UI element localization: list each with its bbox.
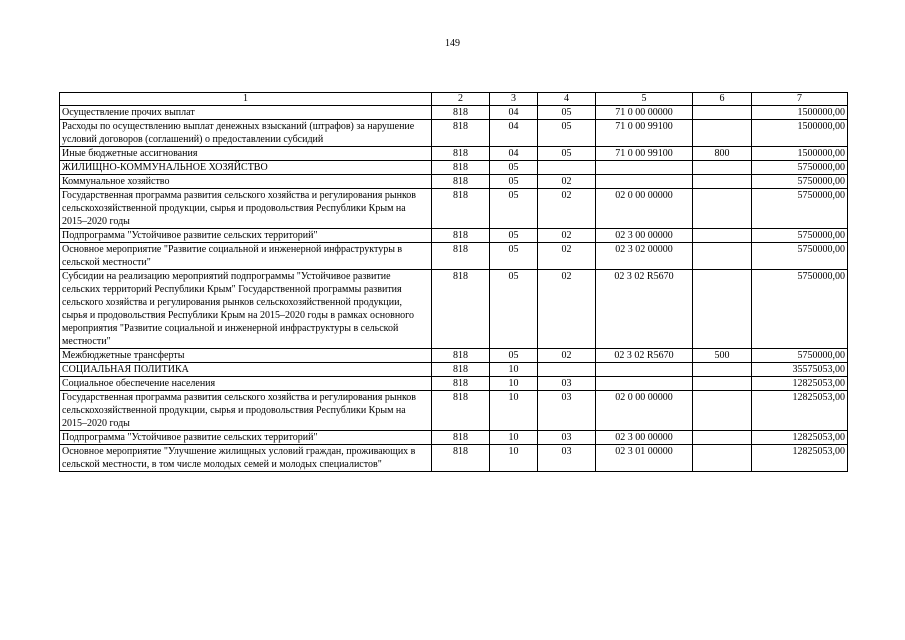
target-article-cell — [596, 175, 693, 189]
amount-cell: 5750000,00 — [752, 270, 848, 349]
column-header: 1 — [60, 93, 432, 106]
grbs-code-cell: 818 — [432, 147, 490, 161]
subsection-code-cell: 03 — [538, 377, 596, 391]
section-code-cell: 05 — [490, 175, 538, 189]
subsection-code-cell: 02 — [538, 270, 596, 349]
grbs-code-cell: 818 — [432, 175, 490, 189]
target-article-cell — [596, 377, 693, 391]
column-header: 7 — [752, 93, 848, 106]
column-header: 6 — [693, 93, 752, 106]
table-row — [60, 391, 848, 431]
section-code-cell: 05 — [490, 243, 538, 270]
grbs-code-cell: 818 — [432, 229, 490, 243]
subsection-code-cell — [538, 363, 596, 377]
amount-cell: 35575053,00 — [752, 363, 848, 377]
expense-type-cell: 500 — [693, 349, 752, 363]
subsection-code-cell: 02 — [538, 175, 596, 189]
target-article-cell: 02 3 02 00000 — [596, 243, 693, 270]
target-article-cell: 71 0 00 00000 — [596, 106, 693, 120]
table-row — [60, 147, 848, 161]
table-row — [60, 243, 848, 270]
amount-cell: 1500000,00 — [752, 147, 848, 161]
table-row — [60, 120, 848, 147]
row-name-cell: Государственная программа развития сельского хозяйства и регулирования рынков сельскохозяйственной продукции, сырья и продовольствия Республики Крым на 2015–2020 годы — [60, 391, 432, 431]
grbs-code-cell: 818 — [432, 161, 490, 175]
column-header: 5 — [596, 93, 693, 106]
grbs-code-cell: 818 — [432, 363, 490, 377]
budget-table — [59, 92, 848, 472]
target-article-cell: 71 0 00 99100 — [596, 120, 693, 147]
amount-cell: 5750000,00 — [752, 243, 848, 270]
row-name-cell: Осуществление прочих выплат — [60, 106, 432, 120]
amount-cell: 12825053,00 — [752, 391, 848, 431]
expense-type-cell — [693, 175, 752, 189]
row-name-cell: Межбюджетные трансферты — [60, 349, 432, 363]
expense-type-cell — [693, 229, 752, 243]
amount-cell: 5750000,00 — [752, 189, 848, 229]
section-code-cell: 10 — [490, 377, 538, 391]
expense-type-cell — [693, 189, 752, 229]
subsection-code-cell: 03 — [538, 391, 596, 431]
section-code-cell: 05 — [490, 189, 538, 229]
amount-cell: 12825053,00 — [752, 431, 848, 445]
grbs-code-cell: 818 — [432, 189, 490, 229]
section-code-cell: 10 — [490, 363, 538, 377]
subsection-code-cell: 05 — [538, 147, 596, 161]
section-code-cell: 10 — [490, 431, 538, 445]
table-row — [60, 161, 848, 175]
expense-type-cell — [693, 363, 752, 377]
expense-type-cell — [693, 391, 752, 431]
amount-cell: 5750000,00 — [752, 349, 848, 363]
target-article-cell: 02 3 02 R5670 — [596, 270, 693, 349]
grbs-code-cell: 818 — [432, 445, 490, 472]
grbs-code-cell: 818 — [432, 431, 490, 445]
table-row — [60, 270, 848, 349]
target-article-cell: 02 0 00 00000 — [596, 189, 693, 229]
subsection-code-cell — [538, 161, 596, 175]
grbs-code-cell: 818 — [432, 270, 490, 349]
table-row — [60, 229, 848, 243]
expense-type-cell — [693, 161, 752, 175]
expense-type-cell — [693, 377, 752, 391]
table-row — [60, 106, 848, 120]
row-name-cell: Иные бюджетные ассигнования — [60, 147, 432, 161]
table-row — [60, 363, 848, 377]
subsection-code-cell: 03 — [538, 431, 596, 445]
expense-type-cell — [693, 431, 752, 445]
grbs-code-cell: 818 — [432, 120, 490, 147]
header-row — [60, 93, 848, 106]
column-header: 4 — [538, 93, 596, 106]
amount-cell: 5750000,00 — [752, 175, 848, 189]
section-code-cell: 05 — [490, 229, 538, 243]
grbs-code-cell: 818 — [432, 349, 490, 363]
expense-type-cell — [693, 445, 752, 472]
target-article-cell: 71 0 00 99100 — [596, 147, 693, 161]
section-code-cell: 05 — [490, 161, 538, 175]
target-article-cell: 02 3 02 R5670 — [596, 349, 693, 363]
expense-type-cell: 800 — [693, 147, 752, 161]
grbs-code-cell: 818 — [432, 243, 490, 270]
expense-type-cell — [693, 270, 752, 349]
amount-cell: 5750000,00 — [752, 229, 848, 243]
section-code-cell: 05 — [490, 349, 538, 363]
table-row — [60, 189, 848, 229]
row-name-cell: Государственная программа развития сельского хозяйства и регулирования рынков сельскохозяйственной продукции, сырья и продовольствия Республики Крым на 2015–2020 годы — [60, 189, 432, 229]
target-article-cell: 02 3 00 00000 — [596, 431, 693, 445]
target-article-cell — [596, 161, 693, 175]
section-code-cell: 05 — [490, 270, 538, 349]
row-name-cell: ЖИЛИЩНО-КОММУНАЛЬНОЕ ХОЗЯЙСТВО — [60, 161, 432, 175]
subsection-code-cell: 02 — [538, 349, 596, 363]
amount-cell: 1500000,00 — [752, 120, 848, 147]
expense-type-cell — [693, 120, 752, 147]
row-name-cell: Субсидии на реализацию мероприятий подпрограммы "Устойчивое развитие сельских территорий Республики Крым" Государственной программы развития сельского хозяйства и регулирования рынков сельскохозяйственной продукции, сырья и продовольствия Республики Крым на 2015–2020 годы в рамках основного мероприятия "Развитие социальной и инженерной инфраструктуры в сельской местности" — [60, 270, 432, 349]
expense-type-cell — [693, 106, 752, 120]
row-name-cell: Подпрограмма "Устойчивое развитие сельских территорий" — [60, 431, 432, 445]
column-header: 2 — [432, 93, 490, 106]
grbs-code-cell: 818 — [432, 377, 490, 391]
table-row — [60, 175, 848, 189]
target-article-cell: 02 3 01 00000 — [596, 445, 693, 472]
section-code-cell: 10 — [490, 391, 538, 431]
table-row — [60, 431, 848, 445]
section-code-cell: 10 — [490, 445, 538, 472]
section-code-cell: 04 — [490, 106, 538, 120]
amount-cell: 1500000,00 — [752, 106, 848, 120]
row-name-cell: Основное мероприятие "Улучшение жилищных условий граждан, проживающих в сельской местности, в том числе молодых семей и молодых специалистов" — [60, 445, 432, 472]
row-name-cell: Коммунальное хозяйство — [60, 175, 432, 189]
grbs-code-cell: 818 — [432, 391, 490, 431]
amount-cell: 12825053,00 — [752, 377, 848, 391]
row-name-cell: Подпрограмма "Устойчивое развитие сельских территорий" — [60, 229, 432, 243]
table-row — [60, 445, 848, 472]
page-number: 149 — [445, 38, 460, 49]
subsection-code-cell: 05 — [538, 120, 596, 147]
column-header: 3 — [490, 93, 538, 106]
amount-cell: 12825053,00 — [752, 445, 848, 472]
table-row — [60, 349, 848, 363]
section-code-cell: 04 — [490, 120, 538, 147]
subsection-code-cell: 02 — [538, 229, 596, 243]
table-body — [60, 106, 848, 472]
section-code-cell: 04 — [490, 147, 538, 161]
amount-cell: 5750000,00 — [752, 161, 848, 175]
expense-type-cell — [693, 243, 752, 270]
grbs-code-cell: 818 — [432, 106, 490, 120]
table-row — [60, 377, 848, 391]
subsection-code-cell: 02 — [538, 243, 596, 270]
target-article-cell: 02 3 00 00000 — [596, 229, 693, 243]
row-name-cell: Основное мероприятие "Развитие социальной и инженерной инфраструктуры в сельской местности" — [60, 243, 432, 270]
subsection-code-cell: 03 — [538, 445, 596, 472]
target-article-cell: 02 0 00 00000 — [596, 391, 693, 431]
row-name-cell: Расходы по осуществлению выплат денежных взысканий (штрафов) за нарушение условий договоров (соглашений) о предоставлении субсидий — [60, 120, 432, 147]
subsection-code-cell: 05 — [538, 106, 596, 120]
row-name-cell: Социальное обеспечение населения — [60, 377, 432, 391]
subsection-code-cell: 02 — [538, 189, 596, 229]
row-name-cell: СОЦИАЛЬНАЯ ПОЛИТИКА — [60, 363, 432, 377]
target-article-cell — [596, 363, 693, 377]
